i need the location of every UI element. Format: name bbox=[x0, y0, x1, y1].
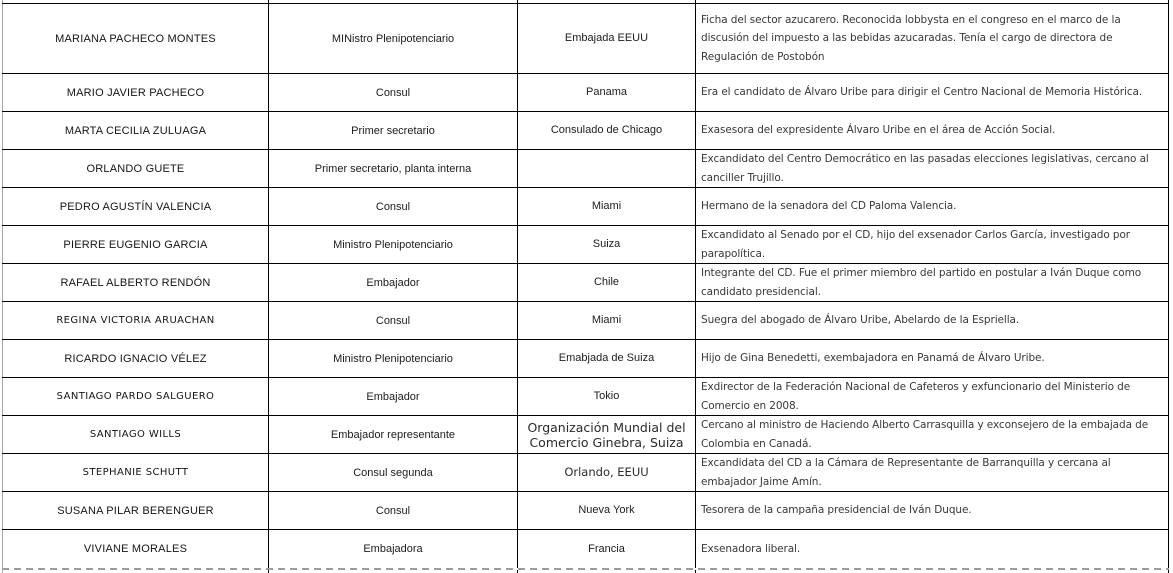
place-cell[interactable]: Embajada EEUU bbox=[518, 4, 696, 73]
table-row bbox=[2, 302, 1169, 340]
name-cell[interactable]: SANTIAGO WILLS bbox=[2, 416, 269, 453]
name-cell[interactable]: MARIO JAVIER PACHECO bbox=[2, 74, 269, 111]
description-cell[interactable]: Era el candidato de Álvaro Uribe para dirigir el Centro Nacional de Memoria Histórica. bbox=[696, 74, 1169, 111]
description-cell[interactable]: Excandidato al Senado por el CD, hijo del exsenador Carlos García, investigado por parapolítica. bbox=[696, 226, 1169, 263]
name-cell[interactable]: MARIANA PACHECO MONTES bbox=[2, 4, 269, 73]
place-cell[interactable]: Nueva York bbox=[518, 492, 696, 529]
place-cell[interactable]: Organización Mundial del Comercio Ginebra, Suiza bbox=[518, 416, 696, 453]
title-cell[interactable]: MINistro Plenipotenciario bbox=[269, 4, 518, 73]
description-cell[interactable]: Tesorera de la campaña presidencial de Iván Duque. bbox=[696, 492, 1169, 529]
description-cell[interactable]: Exdirector de la Federación Nacional de Cafeteros y exfuncionario del Ministerio de Comercio en 2008. bbox=[696, 378, 1169, 415]
table-row bbox=[2, 340, 1169, 378]
name-cell[interactable]: ORLANDO GUETE bbox=[2, 150, 269, 187]
table-top-edge bbox=[2, 0, 1169, 3]
description-cell[interactable]: Exasesora del expresidente Álvaro Uribe en el área de Acción Social. bbox=[696, 112, 1169, 149]
title-cell[interactable]: Embajadora bbox=[269, 530, 518, 568]
table-row bbox=[2, 264, 1169, 302]
place-cell[interactable]: Suiza bbox=[518, 226, 696, 263]
description-cell[interactable]: Excandidata del CD a la Cámara de Representante de Barranquilla y cercana al embajador Jaime Amín. bbox=[696, 454, 1169, 491]
title-cell[interactable]: Consul bbox=[269, 188, 518, 225]
title-cell[interactable]: Embajador bbox=[269, 264, 518, 301]
title-cell[interactable]: Ministro Plenipotenciario bbox=[269, 226, 518, 263]
title-cell[interactable]: Embajador representante bbox=[269, 416, 518, 453]
table-row bbox=[2, 74, 1169, 112]
name-cell[interactable]: VIVIANE MORALES bbox=[2, 530, 269, 568]
table-row bbox=[2, 378, 1169, 416]
table-row bbox=[2, 530, 1169, 568]
table-row bbox=[2, 150, 1169, 188]
title-cell[interactable]: Consul bbox=[269, 492, 518, 529]
diplomats-table bbox=[2, 0, 1169, 573]
name-cell[interactable]: STEPHANIE SCHUTT bbox=[2, 454, 269, 491]
name-cell[interactable]: SUSANA PILAR BERENGUER bbox=[2, 492, 269, 529]
place-cell[interactable]: Emabjada de Suiza bbox=[518, 340, 696, 377]
name-cell[interactable]: MARTA CECILIA ZULUAGA bbox=[2, 112, 269, 149]
description-cell[interactable]: Ficha del sector azucarero. Reconocida lobbysta en el congreso en el marco de la discusión del impuesto a las bebidas azucaradas. Tenía el cargo de directora de Regulación de Postobón bbox=[696, 4, 1169, 73]
place-cell[interactable]: Chile bbox=[518, 264, 696, 301]
table-row bbox=[2, 416, 1169, 454]
place-cell[interactable]: Francia bbox=[518, 530, 696, 568]
description-cell[interactable]: Hijo de Gina Benedetti, exembajadora en Panamá de Álvaro Uribe. bbox=[696, 340, 1169, 377]
title-cell[interactable]: Primer secretario bbox=[269, 112, 518, 149]
table-row bbox=[2, 3, 1169, 74]
title-cell[interactable]: Primer secretario, planta interna bbox=[269, 150, 518, 187]
table-row bbox=[2, 492, 1169, 530]
place-cell[interactable]: Panama bbox=[518, 74, 696, 111]
table-row bbox=[2, 112, 1169, 150]
table-row bbox=[2, 454, 1169, 492]
title-cell[interactable]: Ministro Plenipotenciario bbox=[269, 340, 518, 377]
name-cell[interactable]: PIERRE EUGENIO GARCIA bbox=[2, 226, 269, 263]
description-cell[interactable]: Hermano de la senadora del CD Paloma Valencia. bbox=[696, 188, 1169, 225]
description-cell[interactable]: Suegra del abogado de Álvaro Uribe, Abelardo de la Espriella. bbox=[696, 302, 1169, 339]
place-cell[interactable]: Tokio bbox=[518, 378, 696, 415]
name-cell[interactable]: SANTIAGO PARDO SALGUERO bbox=[2, 378, 269, 415]
name-cell[interactable]: RAFAEL ALBERTO RENDÓN bbox=[2, 264, 269, 301]
name-cell[interactable]: REGINA VICTORIA ARUACHAN bbox=[2, 302, 269, 339]
description-cell[interactable]: Excandidato del Centro Democrático en las pasadas elecciones legislativas, cercano al canciller Trujillo. bbox=[696, 150, 1169, 187]
place-cell[interactable] bbox=[518, 150, 696, 187]
place-cell[interactable]: Miami bbox=[518, 188, 696, 225]
description-cell[interactable]: Cercano al ministro de Haciendo Alberto Carrasquilla y exconsejero de la embajada de Colombia en Canadá. bbox=[696, 416, 1169, 453]
table-row bbox=[2, 188, 1169, 226]
title-cell[interactable]: Embajador bbox=[269, 378, 518, 415]
name-cell[interactable]: RICARDO IGNACIO VÉLEZ bbox=[2, 340, 269, 377]
description-cell[interactable]: Exsenadora liberal. bbox=[696, 530, 1169, 568]
title-cell[interactable]: Consul bbox=[269, 74, 518, 111]
title-cell[interactable]: Consul segunda bbox=[269, 454, 518, 491]
name-cell[interactable]: PEDRO AGUSTÍN VALENCIA bbox=[2, 188, 269, 225]
table-row bbox=[2, 226, 1169, 264]
place-cell[interactable]: Consulado de Chicago bbox=[518, 112, 696, 149]
place-cell[interactable]: Miami bbox=[518, 302, 696, 339]
place-cell[interactable]: Orlando, EEUU bbox=[518, 454, 696, 491]
description-cell[interactable]: Integrante del CD. Fue el primer miembro del partido en postular a Iván Duque como candidato presidencial. bbox=[696, 264, 1169, 301]
title-cell[interactable]: Consul bbox=[269, 302, 518, 339]
